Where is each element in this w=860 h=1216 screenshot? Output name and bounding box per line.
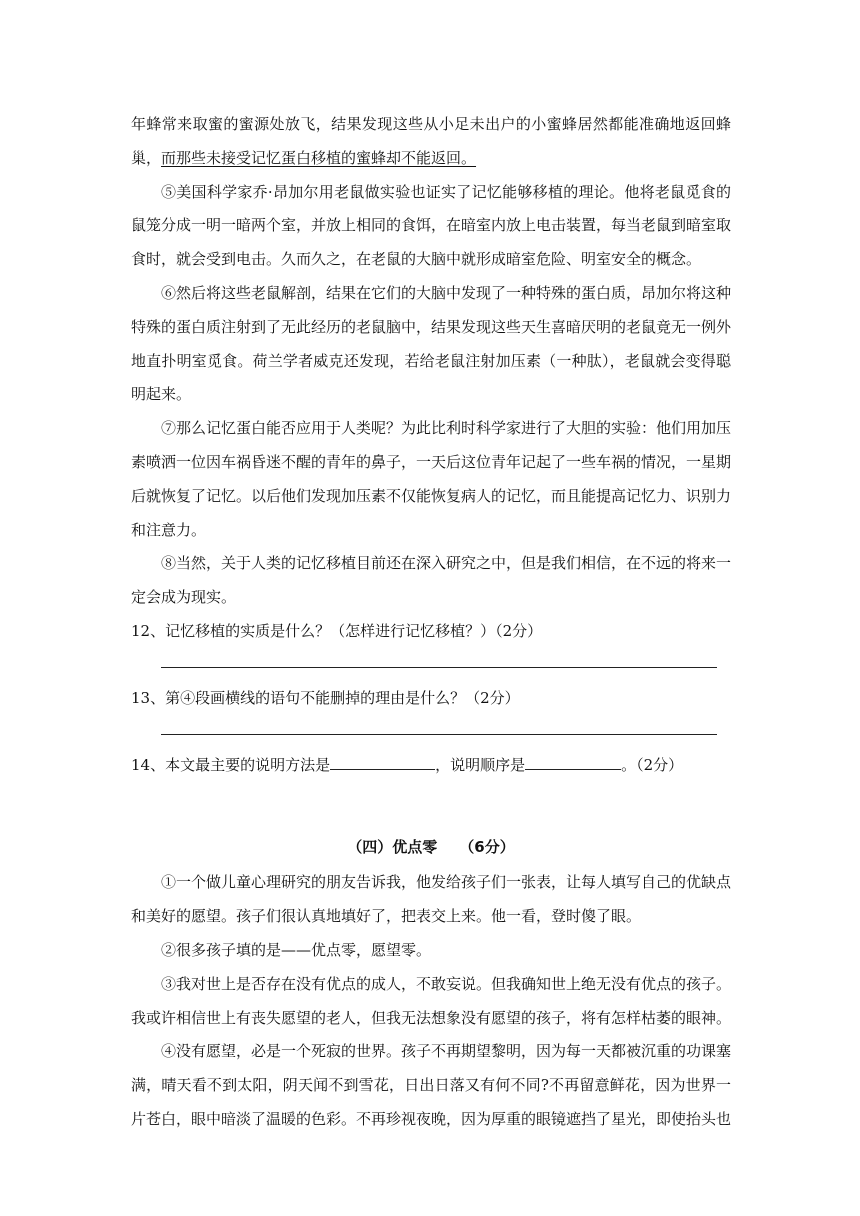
answer-line-13[interactable] <box>161 734 717 735</box>
section-title-text: （四）优点零 <box>347 838 438 857</box>
paragraph-8: ⑧当然，关于人类的记忆移植目前还在深入研究之中，但是我们相信，在不远的将来一定会成为现实。 <box>131 554 732 607</box>
answer-line-12[interactable] <box>161 667 717 668</box>
question-14-middle: ，说明顺序是 <box>435 755 526 774</box>
question-14-end: 。（2分） <box>621 755 684 774</box>
section-score: （6分） <box>459 838 515 857</box>
paragraph-5: ⑤美国科学家乔·昂加尔用老鼠做实验也证实了记忆能够移植的理论。他将老鼠觅食的鼠笼分成一明一暗两个室，并放上相同的食饵，在暗室内放上电击装置，每当老鼠到暗室取食时，就会受到电击。久而久之，在老鼠的大脑中就形成暗室危险、明室安全的概念。 <box>131 182 732 269</box>
underlined-sentence: 而那些未接受记忆蛋白移植的蜜蜂却不能返回。 <box>161 148 477 167</box>
answer-blank-order[interactable] <box>525 753 621 770</box>
question-13: 13、第④段画横线的语句不能删掉的理由是什么？（2分） <box>131 688 520 707</box>
section4-paragraph-1: ①一个做儿童心理研究的朋友告诉我，他发给孩子们一张表，让每人填写自己的优缺点和美好的愿望。孩子们很认真地填好了，把表交上来。他一看，登时傻了眼。 <box>131 873 732 926</box>
paragraph-4-tail <box>131 108 731 176</box>
document-page <box>131 108 731 1137</box>
paragraph-7: ⑦那么记忆蛋白能否应用于人类呢？为此比利时科学家进行了大胆的实验：他们用加压素喷洒一位因车祸昏迷不醒的青年的鼻子，一天后这位青年记起了一些车祸的情况，一星期后就恢复了记忆。以后他们发现加压素不仅能恢复病人的记忆，而且能提高记忆力、识别力和注意力。 <box>131 419 732 539</box>
section4-paragraph-2: ②很多孩子填的是——优点零，愿望零。 <box>161 940 432 959</box>
question-14 <box>131 749 731 783</box>
section4-paragraph-4: ④没有愿望，必是一个死寂的世界。孩子不再期望黎明，因为每一天都被沉重的功课塞满，晴天看不到太阳，阴天闻不到雪花，日出日落又有何不同?不再留意鲜花，因为世界一片苍白，眼中暗淡了温暖的色彩。不再珍视夜晚，因为厚重的眼镜遮挡了星光，即使抬头也 <box>131 1042 732 1128</box>
section-title <box>131 830 731 864</box>
paragraph-4-tail-text: 年蜂常来取蜜的蜜源处放飞，结果发现这些从小足未出户的小蜜蜂居然都能准确地返回蜂巢， <box>131 115 731 167</box>
section4-paragraph-3: ③我对世上是否存在没有优点的成人，不敢妄说。但我确知世上绝无没有优点的孩子。我或许相信世上有丧失愿望的老人，但我无法想象没有愿望的孩子，将有怎样枯萎的眼神。 <box>131 974 732 1027</box>
answer-blank-method[interactable] <box>330 753 435 770</box>
question-12: 12、记忆移植的实质是什么？（怎样进行记忆移植？）（2分） <box>131 621 543 640</box>
question-14-prompt: 14、本文最主要的说明方法是 <box>131 755 331 774</box>
paragraph-6: ⑥然后将这些老鼠解剖，结果在它们的大脑中发现了一种特殊的蛋白质，昂加尔将这种特殊的蛋白质注射到了无此经历的老鼠脑中，结果发现这些天生喜暗厌明的老鼠竟无一例外地直扑明室觅食。荷兰学者威克还发现，若给老鼠注射加压素（一种肽），老鼠就会变得聪明起来。 <box>131 283 732 404</box>
